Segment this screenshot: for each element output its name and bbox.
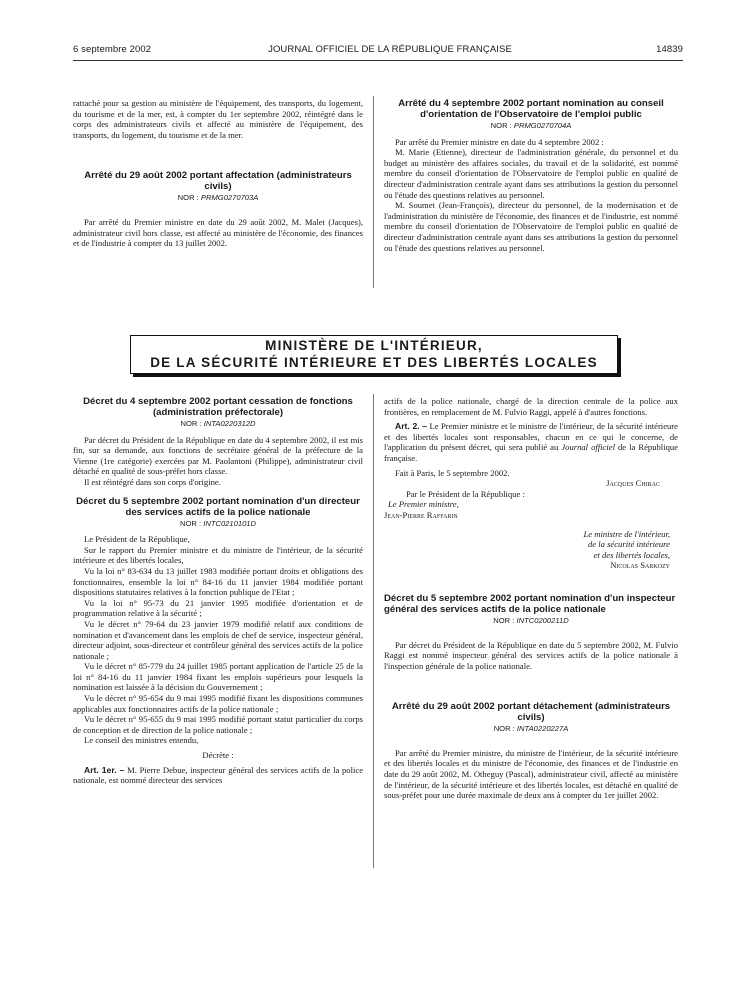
header-date: 6 septembre 2002 (73, 44, 152, 55)
paragraph: Vu le décret n° 79-64 du 23 janvier 1979 modifié relatif aux conditions de nomination et d'avancement dans les emplois de chef de service, inspecteur général, directeur adjoint, sous-directeur et contrôleur général des services actifs de la police nationale ; (73, 618, 363, 661)
paragraph: M. Marie (Etienne), directeur de l'administration générale, du personnel et du budget au ministère des affaires sociales, du travail et de la solidarité, est nommé membre du conseil d'orientation de l'Observatoire de l'emploi public en qualité de directeur d'administration centrale ayant dans ses attributions la gestion du personnel ou l'étude des questions relatives au personnel. (384, 147, 678, 200)
paragraph: Vu le décret n° 85-779 du 24 juillet 1985 portant application de l'article 25 de la loi n° 84-16 du 11 janvier 1984 fixant les emplois supérieurs pour lesquels la nomination est laissée à la décision du Gouvernement ; (73, 661, 363, 693)
header-rule (73, 60, 683, 61)
arrete-affectation-body: Par arrêté du Premier ministre en date du 29 août 2002, M. Malet (Jacques), administrateur civil hors classe, est affecté au ministère de l'économie, des finances et de l'industrie à compter du 13 juillet 2002. (73, 216, 363, 249)
paragraph: Vu la loi n° 95-73 du 21 janvier 1995 modifiée d'orientation et de programmation relative à la sécurité ; (73, 597, 363, 619)
minister-title-3: et des libertés locales, (593, 549, 670, 560)
decret-nomination-directeur-title: Décret du 5 septembre 2002 portant nomination d'un directeur des services actifs de la police nationale (76, 495, 360, 518)
paragraph: Sur le rapport du Premier ministre et du ministre de l'intérieur, de la sécurité intérieure et des libertés locales, (73, 544, 363, 566)
paragraph: Il est réintégré dans son corps d'origine. (84, 476, 221, 487)
paragraph: Par décret du Président de la République en date du 4 septembre 2002, il est mis fin, sur sa demande, aux fonctions de secrétaire général de la préfecture de la Vienne (1re catégorie) exercées par M. Paolantoni (Philippe), administrateur civil détaché en qualité de sous-préfet hors classe. (73, 434, 363, 477)
paragraph: Le Président de la République, (84, 534, 190, 545)
ministry-line-1: MINISTÈRE DE L'INTÉRIEUR, (265, 338, 483, 353)
paragraph: Par arrêté du Premier ministre, du ministre de l'intérieur, de la sécurité intérieure et des libertés locales et du ministre de l'économie, des finances et de l'industrie en date du 29 août 2002, M. Otheguy (Pascal), administrateur civil, affecté au ministère de l'intérieur, de la sécurité intérieure et des libertés locales, est détaché en qualité de sous-préfet pour une durée maximale de deux ans à compter du 1er juillet 2002. (384, 747, 678, 801)
paragraph: Le conseil des ministres entendu, (84, 735, 199, 746)
nor-reference: NOR : PRMG0270703A (177, 193, 259, 203)
pm-title: Le Premier ministre, (388, 499, 459, 510)
signature-ministre: Nicolas Sarkozy (610, 560, 670, 571)
nor-reference: NOR : INTA0220312D (180, 419, 256, 428)
minister-title-1: Le ministre de l'intérieur, (583, 528, 670, 539)
nor-reference: NOR : INTA0220227A (493, 724, 569, 734)
decrete-label: Décrète : (202, 750, 234, 761)
arrete-nomination-title: Arrêté du 4 septembre 2002 portant nomination au conseil d'orientation de l'Observatoire de l'emploi public (398, 98, 664, 120)
paragraph: Par arrêté du Premier ministre en date du 4 septembre 2002 : (395, 136, 604, 147)
par-le-president: Par le Président de la République : (406, 488, 525, 499)
article-1: Art. 1er. – M. Pierre Debue, inspecteur général des services actifs de la police nationale, est nommé directeur des services (73, 764, 364, 786)
signature-premier-ministre: Jean-Pierre Raffarin (384, 509, 458, 520)
top-right-column (384, 98, 678, 253)
bottom-right-column (384, 396, 678, 801)
paragraph: Vu le décret n° 95-655 du 9 mai 1995 modifié portant statut particulier du corps de conception et de direction de la police nationale ; (73, 714, 363, 735)
paragraph: M. Soumet (Jean-François), directeur du personnel, de la modernisation et de l'administration du ministère de l'économie, des finances et de l'industrie, est nommé membre du conseil d'orientation de l'Observatoire de l'emploi public en qualité de directeur d'administration centrale ayant dans ses attributions la gestion du personnel ou l'étude des questions relatives au personnel. (384, 200, 678, 253)
ministry-banner (130, 335, 618, 374)
minister-title-2: de la sécurité intérieure (587, 539, 670, 550)
arrete-detachement-title: Arrêté du 29 août 2002 portant détachement (administrateurs civils) (391, 701, 671, 724)
continuation-text: rattaché pour sa gestion au ministère de l'équipement, des transports, du logement, du tourisme et de la mer, est, à compter du 1er septembre 2002, réintégré dans le corps des administrateurs civils et affecté au ministère de l'équipement, des transports, du logement, du tourisme et de la mer. (73, 98, 363, 140)
fait-a-paris: Fait à Paris, le 5 septembre 2002. (395, 467, 510, 478)
paragraph: Vu la loi n° 83-634 du 13 juillet 1983 modifiée portant droits et obligations des fonctionnaires, ensemble la loi n° 84-16 du 11 janvier 1984 modifiée portant dispositions statutaires relatives à la fonction publique de l'Etat ; (73, 565, 363, 598)
nor-reference: NOR : PRMG0270704A (490, 121, 572, 130)
header-title: JOURNAL OFFICIEL DE LA RÉPUBLIQUE FRANÇAISE (268, 44, 512, 55)
decret-cessation-title: Décret du 4 septembre 2002 portant cessation de fonctions (administration préfectorale) (83, 396, 353, 418)
article-2: Art. 2. – Le Premier ministre et le ministre de l'intérieur, de la sécurité intérieure et des libertés locales sont responsables, chacun en ce qui le concerne, de l'application du présent décret, qui sera publié au Journal officiel de la République française. (384, 421, 678, 463)
nor-reference: NOR : INTC0210101D (180, 518, 256, 528)
column-divider (373, 394, 374, 868)
decret-inspecteur-title: Décret du 5 septembre 2002 portant nomination d'un inspecteur général des services actifs de la police nationale (384, 592, 676, 615)
paragraph: Par décret du Président de la République en date du 5 septembre 2002, M. Fulvio Raggi est nommé inspecteur général des services actifs de la police nationale à l'inspection générale de la police nationale. (384, 639, 678, 671)
column-divider (373, 96, 374, 288)
arrete-affectation-title: Arrêté du 29 août 2002 portant affectation (administrateurs civils) (84, 170, 352, 193)
signature-president: Jacques Chirac (606, 478, 660, 489)
paragraph: Vu le décret n° 95-654 du 9 mai 1995 modifié fixant les dispositions communes applicables aux fonctionnaires actifs de la police nationale ; (73, 693, 363, 714)
continuation-text: actifs de la police nationale, chargé de la direction centrale de la police aux frontières, en remplacement de M. Fulvio Raggi, appelé à d'autres fonctions. (384, 396, 678, 417)
nor-reference: NOR : INTC0200211D (493, 615, 569, 625)
header-page-number: 14839 (656, 44, 683, 55)
top-left-column (73, 98, 363, 249)
ministry-line-2: DE LA SÉCURITÉ INTÉRIEURE ET DES LIBERTÉS LOCALES (150, 354, 598, 370)
bottom-left-column (73, 396, 363, 786)
